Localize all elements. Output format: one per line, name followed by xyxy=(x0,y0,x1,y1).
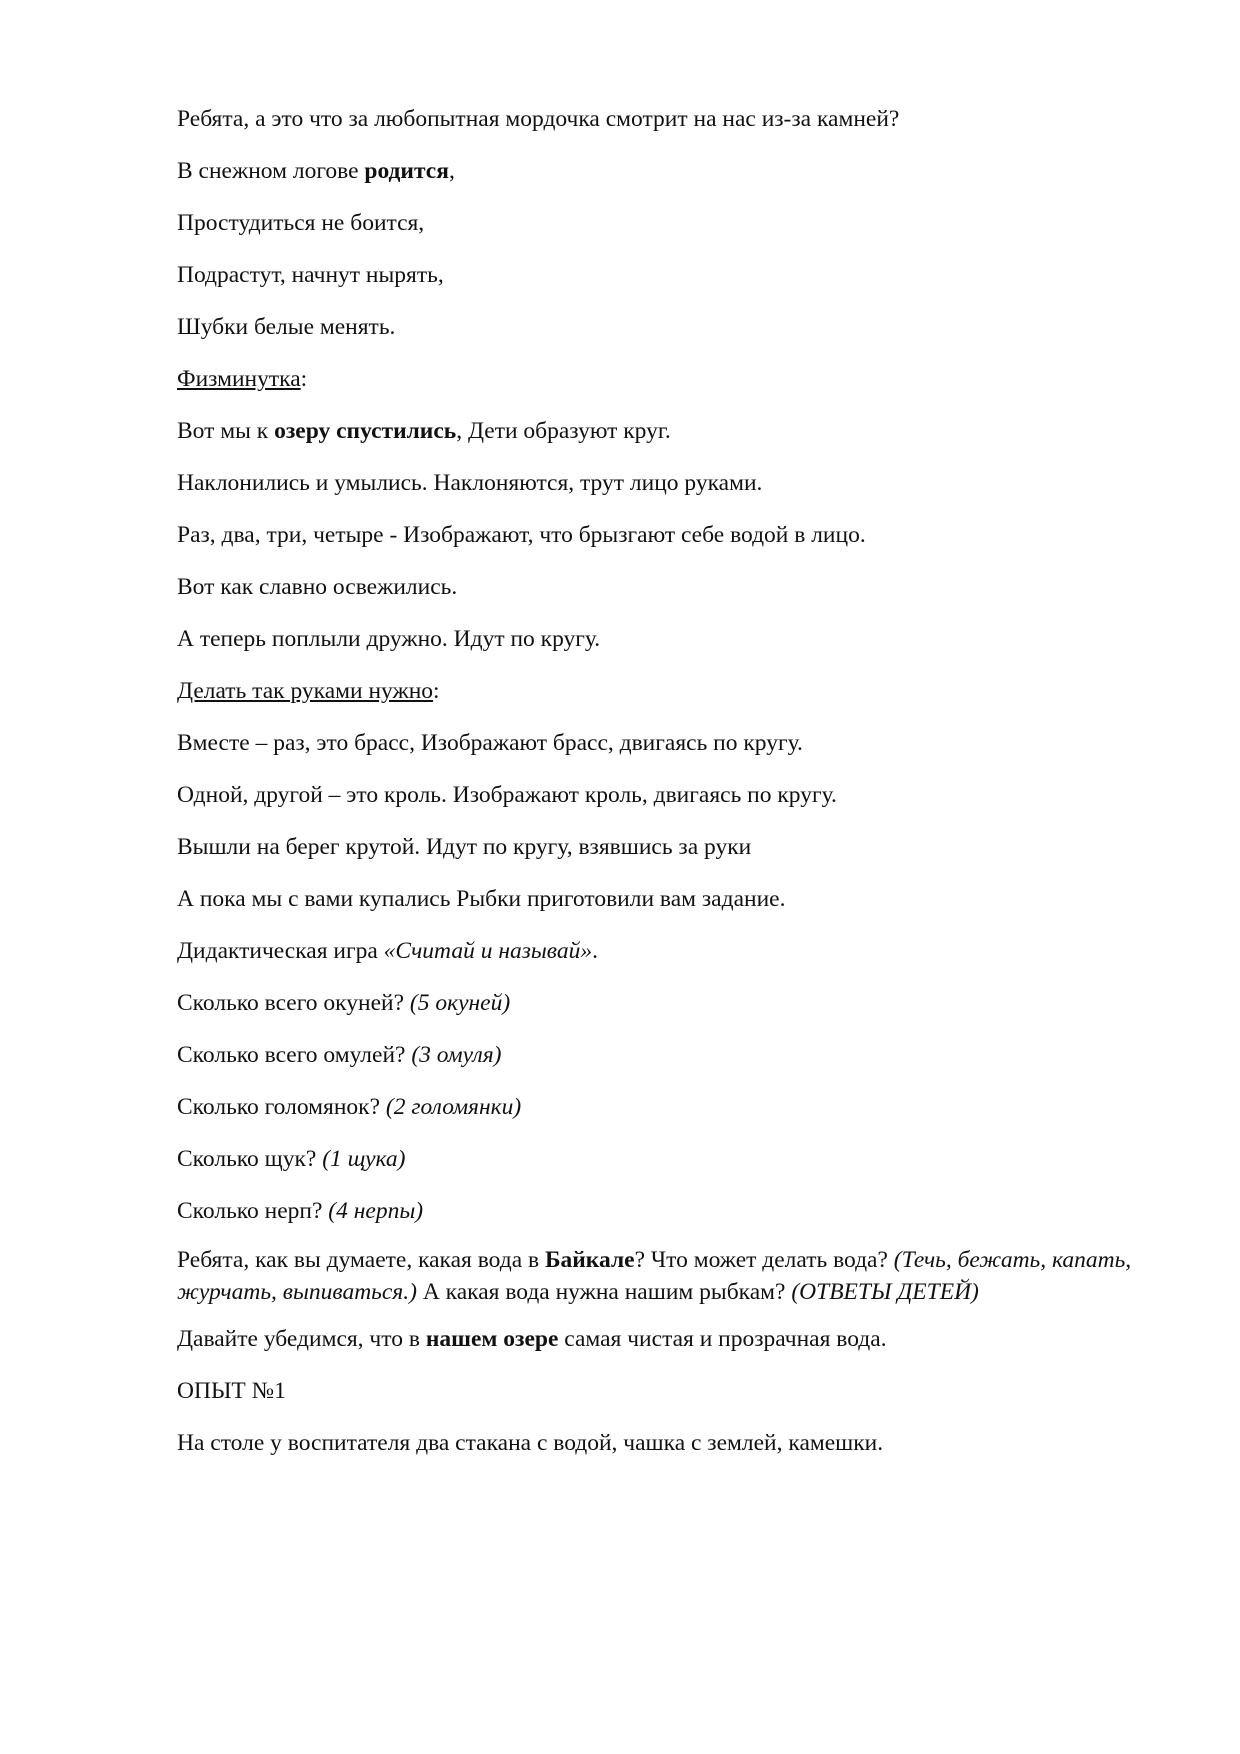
text-line-15 xyxy=(177,832,1137,862)
text-run: Шубки белые менять. xyxy=(177,314,396,340)
text-line-8 xyxy=(177,468,1137,498)
text-run: (Течь, бежать, капать, журчать, выпиваться.) xyxy=(177,1247,1132,1305)
text-run: Вместе – раз, это брасс, Изображают брасс, двигаясь по кругу. xyxy=(177,730,803,756)
experiment-heading xyxy=(177,1376,1137,1406)
text-run: , Дети образуют круг. xyxy=(456,418,671,444)
text-run: Вот как славно освежились. xyxy=(177,574,458,600)
text-run: Делать так руками нужно xyxy=(177,678,434,704)
text-run: Подрастут, начнут нырять, xyxy=(177,262,444,288)
text-line-4 xyxy=(177,260,1137,290)
text-run: Простудиться не боится, xyxy=(177,210,425,236)
text-run: : xyxy=(300,366,308,392)
text-line-11 xyxy=(177,624,1137,654)
text-run: Вышли на берег крутой. Идут по кругу, взявшись за руки xyxy=(177,834,752,860)
text-run: : xyxy=(433,678,440,704)
text-run: самая чистая и прозрачная вода. xyxy=(558,1326,887,1352)
game-title-line xyxy=(177,936,1137,966)
text-run: А какая вода нужна нашим рыбкам? xyxy=(416,1279,792,1305)
text-run: . xyxy=(592,938,598,964)
text-run: (2 голомянки) xyxy=(385,1094,522,1120)
text-run: Вот мы к xyxy=(177,418,275,444)
text-run: Ребята, как вы думаете, какая вода в xyxy=(177,1247,545,1273)
text-run: (5 окуней) xyxy=(409,990,511,1016)
text-run: нашем озере xyxy=(425,1326,559,1352)
text-line-1 xyxy=(177,104,1137,134)
text-line-26 xyxy=(177,1428,1137,1458)
text-run: Байкале xyxy=(544,1247,635,1273)
text-run: Сколько нерп? xyxy=(177,1198,329,1224)
text-run: Наклонились и умылись. Наклоняются, трут лицо руками. xyxy=(177,470,763,496)
text-run: А теперь поплыли дружно. Идут по кругу. xyxy=(177,626,601,652)
paragraph-baikal-water xyxy=(177,1244,1137,1308)
text-run: озеру спустились xyxy=(274,418,457,444)
question-okuni xyxy=(177,988,1137,1018)
question-golomyanki xyxy=(177,1092,1137,1122)
text-line-10 xyxy=(177,572,1137,602)
question-nerpy xyxy=(177,1196,1137,1226)
text-run: Давайте убедимся, что в xyxy=(177,1326,426,1352)
text-line-7 xyxy=(177,416,1137,446)
text-run: ОПЫТ №1 xyxy=(177,1378,286,1404)
text-line-3 xyxy=(177,208,1137,238)
section-heading-fizminutka xyxy=(177,364,1137,394)
text-line-14 xyxy=(177,780,1137,810)
text-line-5 xyxy=(177,312,1137,342)
text-run: , xyxy=(448,158,455,184)
section-heading-ruki xyxy=(177,676,1137,706)
text-run: Сколько всего окуней? xyxy=(177,990,410,1016)
text-run: ? Что может делать вода? xyxy=(634,1247,894,1273)
text-run: Дидактическая игра xyxy=(177,938,384,964)
text-run: (ОТВЕТЫ ДЕТЕЙ) xyxy=(791,1279,979,1305)
question-omuli xyxy=(177,1040,1137,1070)
text-run: Сколько всего омулей? xyxy=(177,1042,412,1068)
text-run: (3 омуля) xyxy=(411,1042,502,1068)
text-line-16 xyxy=(177,884,1137,914)
text-run: Сколько голомянок? xyxy=(177,1094,386,1120)
text-run: А пока мы с вами купались Рыбки приготовили вам задание. xyxy=(177,886,786,912)
text-run: На столе у воспитателя два стакана с водой, чашка с землей, камешки. xyxy=(177,1430,884,1456)
text-run: В снежном логове xyxy=(177,158,365,184)
text-run: Одной, другой – это кроль. Изображают кроль, двигаясь по кругу. xyxy=(177,782,837,808)
text-run: Сколько щук? xyxy=(177,1146,323,1172)
text-line-9 xyxy=(177,520,1137,550)
text-run: «Считай и называй» xyxy=(383,938,593,964)
text-run: (4 нерпы) xyxy=(328,1198,424,1224)
text-run: (1 щука) xyxy=(322,1146,406,1172)
text-run: родится xyxy=(364,158,449,184)
text-line-24 xyxy=(177,1324,1137,1354)
text-run: Физминутка xyxy=(177,366,301,392)
text-run: Ребята, а это что за любопытная мордочка смотрит на нас из-за камней? xyxy=(177,106,900,132)
text-line-2 xyxy=(177,156,1137,186)
question-shchuki xyxy=(177,1144,1137,1174)
text-run: Раз, два, три, четыре - Изображают, что брызгают себе водой в лицо. xyxy=(177,522,866,548)
text-line-13 xyxy=(177,728,1137,758)
